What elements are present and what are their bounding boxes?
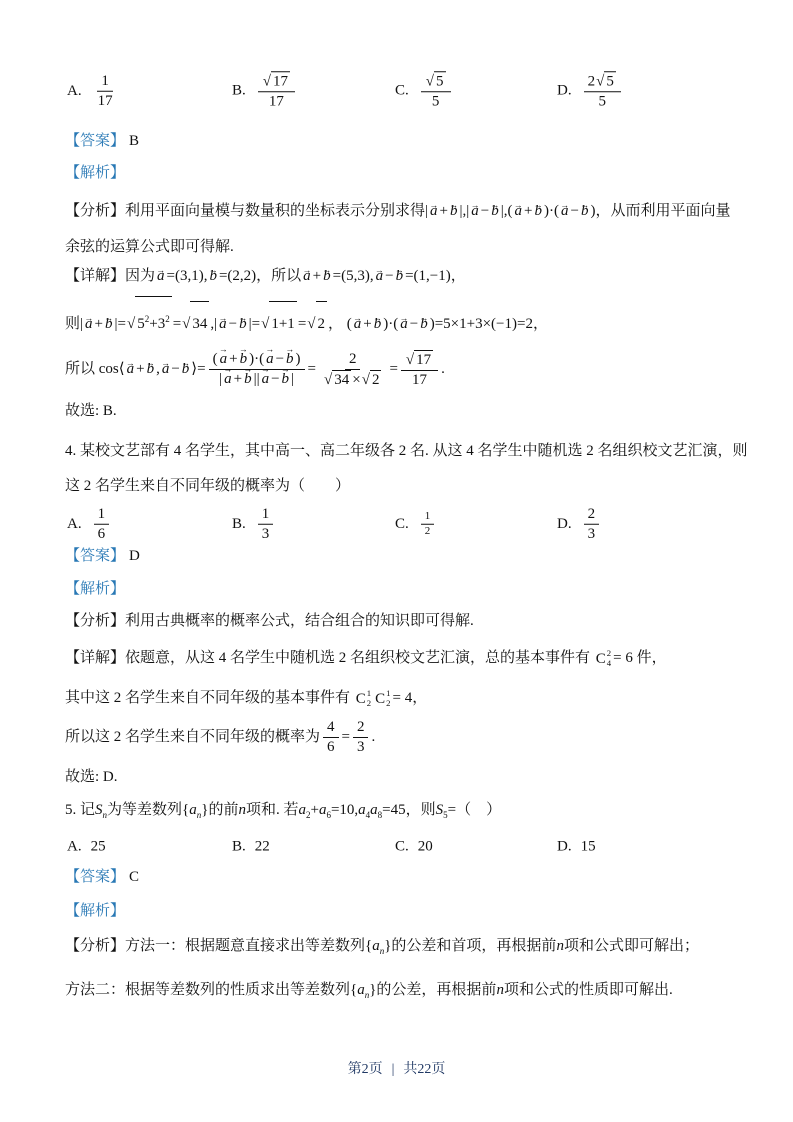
radical: √ 17 (405, 351, 432, 368)
radical: √ 34 (324, 371, 350, 388)
vector-arrow: a → (85, 302, 93, 346)
option-value: 25 (90, 838, 106, 855)
option-value (255, 505, 277, 544)
math-variable: n (496, 982, 504, 998)
radical-sign: √ (324, 371, 333, 388)
q5-answer-value: C (129, 869, 140, 885)
answer-tag: 【答案】 (65, 133, 126, 149)
q4-option-c (395, 510, 437, 539)
option-value (418, 71, 454, 111)
option-label: C. (395, 838, 409, 855)
page-content (65, 0, 748, 1122)
math-variable: n (556, 938, 564, 954)
radical-sign: √ (126, 316, 136, 332)
q5-analysis-line-1: 【分析】方法一：根据题意直接求出等差数列$\{a_n\}$的公差和首项，再根据前n项和公式即可解出； (65, 938, 699, 956)
vector-arrow: b → (286, 350, 294, 369)
option-label: A. (67, 82, 82, 99)
q5-analysis-line-2: 方法二：根据等差数列的性质求出等差数列$\{a_n\}$的公差，再根据前n项和公式的性质即可解出. (65, 982, 673, 1000)
vector-arrow: a → (400, 302, 408, 346)
fraction: $\frac{2}{√ 34 \times√ 2}$ (324, 350, 380, 388)
radical-sign: √ (261, 316, 270, 332)
vector-arrow: b → (420, 302, 428, 346)
option-value (255, 71, 298, 111)
vector-arrow: a → (219, 302, 227, 346)
vector-arrow: b → (240, 350, 248, 369)
option-value (581, 505, 603, 544)
radical: √ 5 (596, 73, 614, 90)
q4-answer-value: D (129, 548, 140, 564)
vector-arrow: b → (396, 258, 404, 294)
q4-options-row (65, 500, 735, 548)
vector-arrow: b → (450, 190, 458, 232)
vector-arrow: b → (282, 370, 290, 389)
q5-jiexi-line (65, 898, 735, 924)
jiexi-tag: 【解析】 (65, 903, 126, 919)
vector-arrow: b → (534, 190, 542, 232)
q5-option-c (395, 839, 433, 856)
vector-arrow: b → (374, 302, 382, 346)
option-value (91, 72, 120, 111)
radical-sign: √ (405, 351, 415, 368)
q3-analysis-line-1: 【分析】利用平面向量模与数量积的坐标表示分别求得| a → + b → |,| a → − b → |,( a → + b → )·( a → − b → )，从而利用平面向量 (65, 190, 735, 232)
vector-arrow: a → (561, 190, 569, 232)
vector-arrow: a → (224, 370, 232, 389)
q3-detail-line-1: 【详解】因为 a → =(3,1), b → =(2,2)，所以 a → + b → =(5,3), a → − b → =(1,−1)， (65, 258, 735, 294)
q5-option-d (557, 839, 596, 856)
vector-arrow: a → (515, 190, 523, 232)
q5-option-a (67, 839, 106, 856)
radical: √ $5^2+3^2$ (127, 296, 172, 346)
q3-answer-line (65, 128, 735, 154)
q3-answer-value: B (129, 133, 140, 149)
q5-options-row (65, 834, 735, 860)
option-label: A. (67, 838, 82, 855)
q5-stem-line: 5. 记$S_n$为等差数列$\{a_n\}$的前n项和. 若$a_2+a_6=10,a_4a_8=45$，则$S_5=$（ ） (65, 802, 502, 820)
vector-arrow: a → (157, 258, 165, 294)
option-value (581, 71, 624, 111)
option-value: 15 (580, 838, 596, 855)
vector-arrow: a → (262, 370, 270, 389)
fraction: $\frac{2√ 5}{5}$ (584, 71, 621, 111)
option-label: C. (395, 515, 409, 532)
q3-conclusion-line: 故选: B. (65, 403, 117, 419)
vector-arrow: a → (220, 350, 228, 369)
q3-option-c (395, 71, 454, 111)
vector-arrow: b → (239, 302, 247, 346)
radical: √ 17 (262, 73, 288, 90)
q4-conclusion-line: 故选: D. (65, 769, 118, 785)
fraction: $\frac{2}{3}$ (353, 718, 369, 757)
radical-sign: √ (596, 73, 605, 90)
q4-option-a (67, 505, 112, 544)
q3-option-a (67, 72, 120, 111)
fraction: $\frac{4}{6}$ (323, 718, 339, 757)
vector-arrow: b → (244, 370, 252, 389)
q3-options-row (65, 64, 735, 118)
option-label: C. (395, 82, 409, 99)
q4-answer-line (65, 543, 735, 569)
option-value (91, 505, 113, 544)
vector-arrow: a → (471, 190, 479, 232)
vector-arrow: b → (581, 190, 589, 232)
radical-sign: √ (307, 316, 316, 332)
radical-sign: √ (182, 316, 191, 332)
q5-answer-line (65, 864, 735, 890)
jiexi-tag: 【解析】 (65, 165, 126, 181)
q4-stem-line-2: 这 2 名学生来自不同年级的概率为（ ） (65, 478, 351, 494)
option-label: B. (232, 515, 246, 532)
option-label: D. (557, 838, 572, 855)
combination-symbol: C 1 2 (375, 687, 391, 708)
q4-option-b (232, 505, 276, 544)
fraction: $\frac{1}{17}$ (97, 72, 113, 109)
q4-option-d (557, 505, 602, 544)
vector-arrow: a → (266, 350, 274, 369)
q5-option-b (232, 839, 270, 856)
q4-detail-line-3: 所以这 2 名学生来自不同年级的概率为 $\frac{4}{6}$ = $\frac{2}{3}$ . (65, 719, 376, 756)
radical: √ 5 (425, 73, 444, 90)
footer-total-pages: 共22页 (403, 1062, 446, 1077)
q3-detail-line-3: 所以 cos⟨ a → + b → , a → − b → ⟩= $\frac{( a \to + b \to )\cdot( a \to - b \to )}{| a \to + b \to || a \to - b \to |}$ = $\frac{2}{√ 34 \times√ 2}$ = $\frac{√ 17}{17}$ . (65, 340, 735, 398)
q4-analysis-line: 【分析】利用古典概率的概率公式，结合组合的知识即可得解. (65, 613, 474, 629)
vector-arrow: a → (303, 258, 311, 294)
radical: √ 1+1 (261, 301, 297, 346)
combination-symbol: C 1 2 (355, 687, 372, 708)
q3-analysis-line-2: 余弦的运算公式即可得解. (65, 239, 234, 255)
answer-tag: 【答案】 (65, 548, 126, 564)
vector-arrow: a → (162, 340, 170, 398)
vector-arrow: b → (105, 302, 113, 346)
option-label: D. (557, 515, 572, 532)
footer-separator: | (391, 1062, 395, 1077)
option-label: B. (232, 838, 246, 855)
q4-stem-line-1: 4. 某校文艺部有 4 名学生，其中高一、高二年级各 2 名. 从这 4 名学生中随机选 2 名组织校文艺汇演，则 (65, 443, 748, 459)
q3-option-b (232, 71, 298, 111)
vector-arrow: a → (430, 190, 438, 232)
vector-arrow: b → (323, 258, 331, 294)
jiexi-tag: 【解析】 (65, 581, 126, 597)
radical: √ 2 (307, 301, 327, 346)
math-variable: n (238, 802, 246, 818)
q4-jiexi-line (65, 576, 735, 602)
q4-detail-line-1: 【详解】依题意，从这 4 名学生中随机选 2 名组织校文艺汇演，总的基本事件有 C 2 4 = 6 件， (65, 641, 735, 676)
vector-arrow: b → (491, 190, 499, 232)
fraction: $\frac{1}{2}$ (421, 510, 435, 539)
fraction: $\frac{1}{3}$ (258, 505, 274, 544)
q3-option-d (557, 71, 624, 111)
radical: √ 2 (361, 371, 380, 388)
vector-arrow: a → (127, 340, 135, 398)
vector-arrow: b → (147, 340, 155, 398)
radical-sign: √ (262, 73, 271, 90)
option-value: 20 (417, 838, 433, 855)
fraction: $\frac{2}{3}$ (584, 505, 600, 544)
radical-sign: √ (425, 73, 434, 90)
option-label: B. (232, 82, 246, 99)
vector-arrow: b → (182, 340, 190, 398)
vector-arrow: a → (354, 302, 362, 346)
fraction: $\frac{√ 5}{5}$ (421, 71, 451, 111)
q4-detail-line-2: 其中这 2 名学生来自不同年级的基本事件有 C 1 2 C 1 2 = 4， (65, 681, 735, 716)
option-label: D. (557, 82, 572, 99)
option-value (418, 510, 438, 539)
vector-arrow: a → (376, 258, 384, 294)
q3-detail-line-2: 则| a → + b → |=√ $5^2+3^2$ =√ 34 ,| a → − b → |=√ 1+1 =√ 2 ， ( a → + b → )·( a → − b → )=5×1+3×(−1)=2， (65, 296, 735, 346)
vector-arrow: b → (209, 258, 217, 294)
footer-page-number: 第2页 (347, 1062, 383, 1077)
option-label: A. (67, 515, 82, 532)
q3-jiexi-line (65, 160, 735, 186)
fraction: $\frac{√ 17}{17}$ (258, 71, 295, 111)
radical-sign: √ (361, 371, 370, 388)
radical: √ 34 (182, 301, 209, 346)
fraction: $\frac{1}{6}$ (94, 505, 110, 544)
answer-tag: 【答案】 (65, 869, 126, 885)
page-footer (0, 1058, 793, 1078)
fraction: $\frac{( a \to + b \to )\cdot( a \to - b \to )}{| a \to + b \to || a \to - b \to |}$ (209, 350, 305, 389)
combination-symbol: C 2 4 (595, 647, 612, 668)
option-value: 22 (254, 838, 270, 855)
fraction: $\frac{√ 17}{17}$ (401, 350, 438, 390)
